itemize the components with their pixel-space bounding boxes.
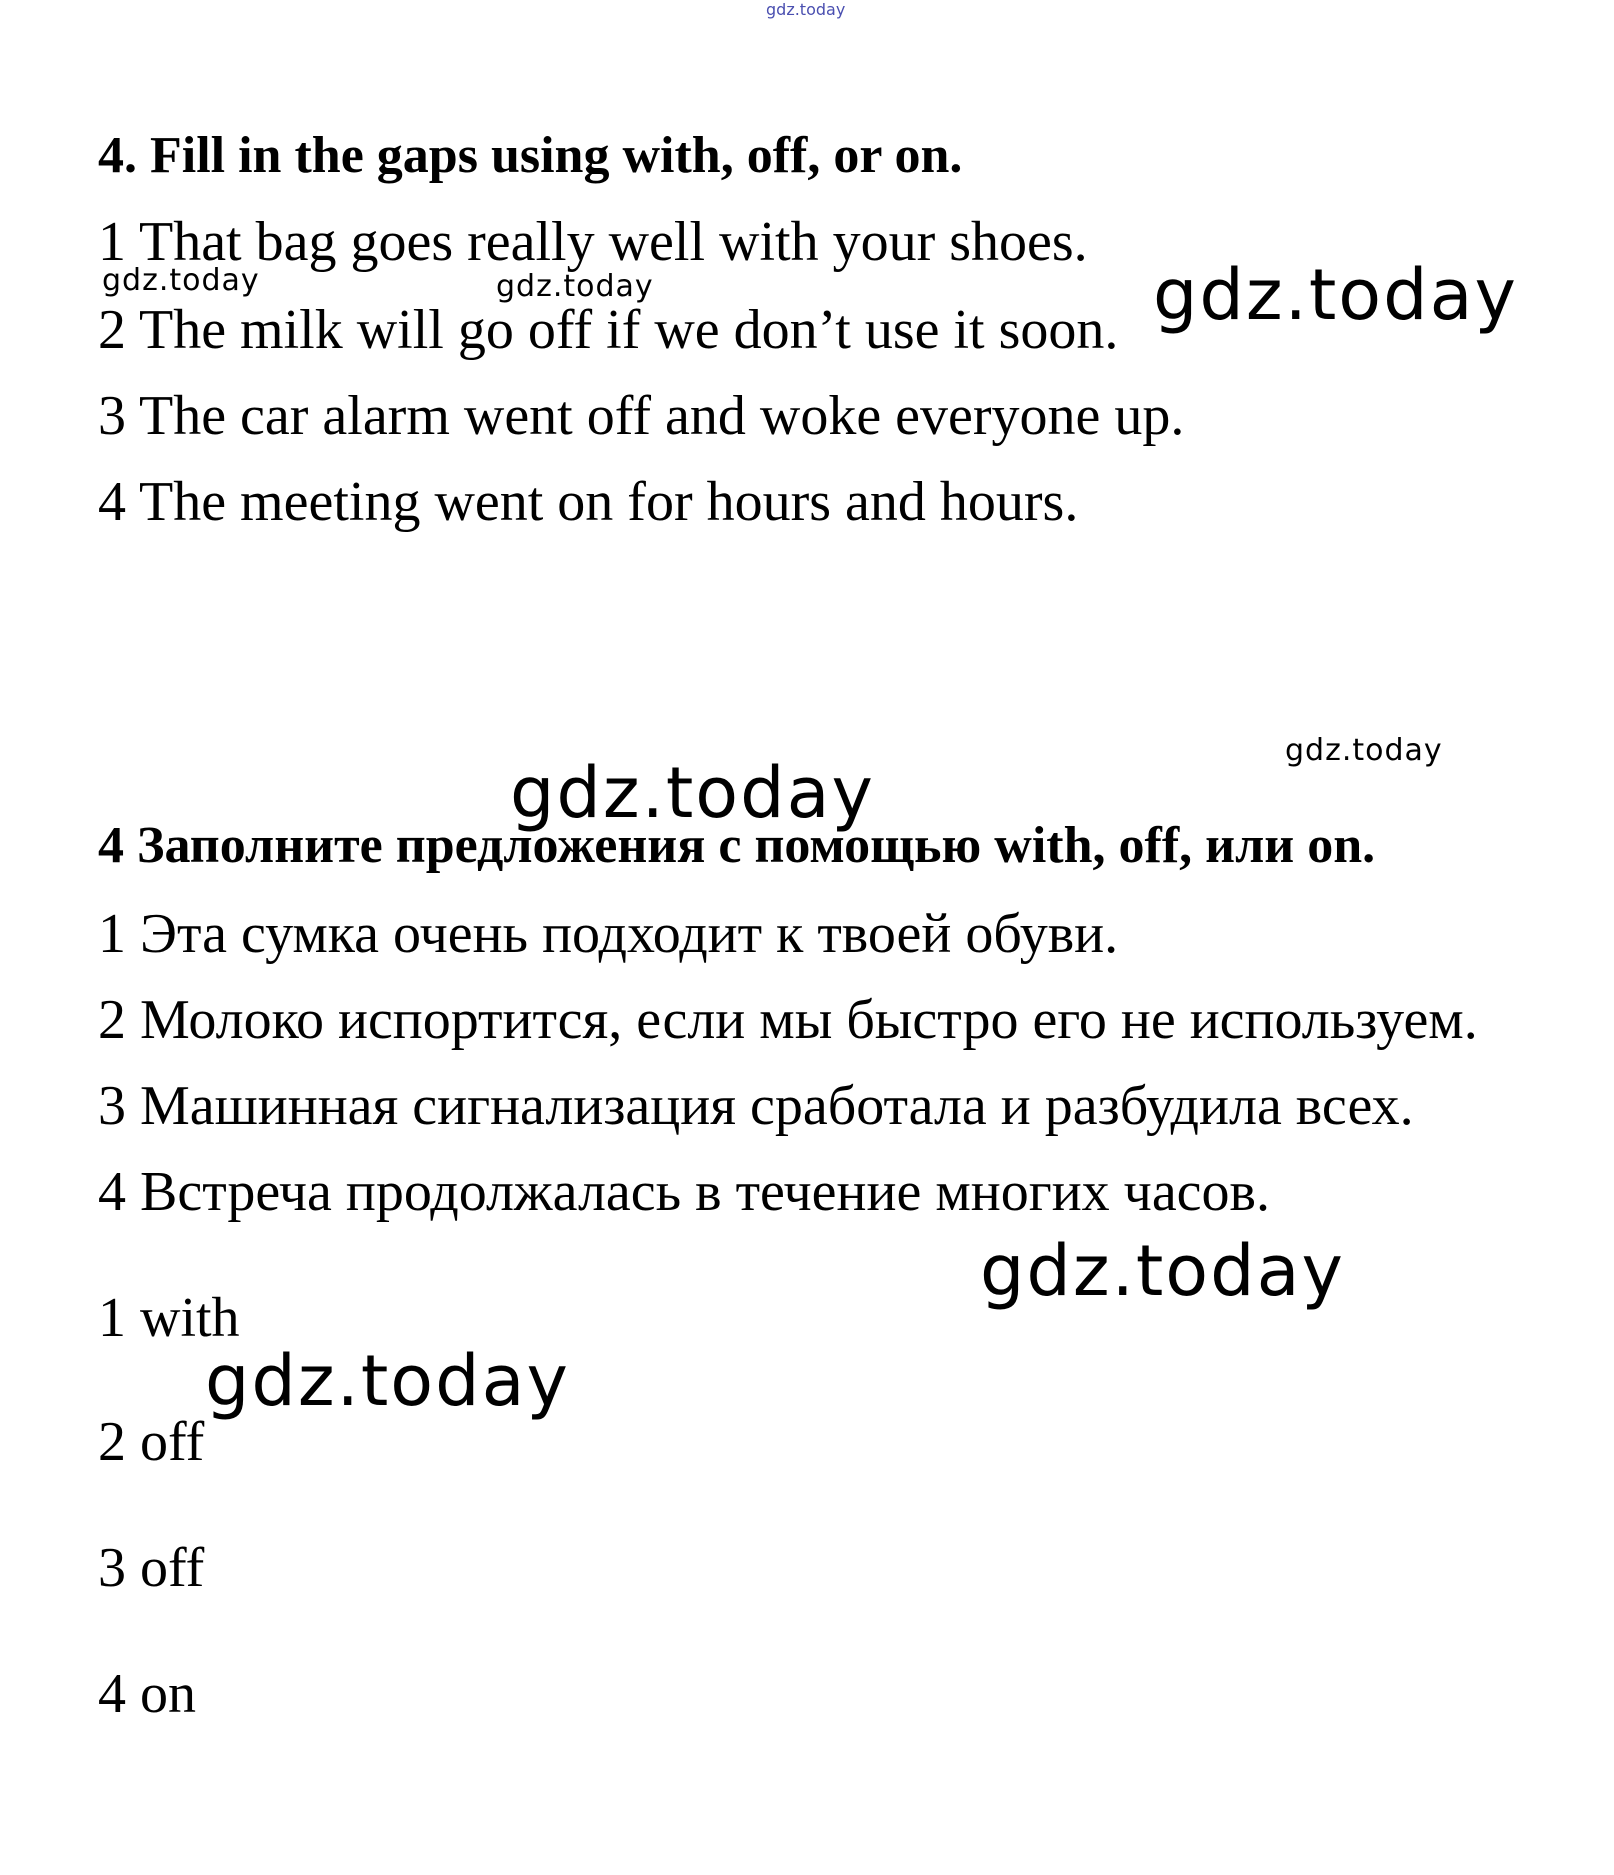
sentence-en-1: 1 That bag goes really well with your shoes. — [98, 211, 1088, 273]
watermark-text: gdz.today — [766, 0, 846, 19]
sentence-en-2: 2 The milk will go off if we don’t use it soon. — [98, 299, 1119, 361]
task-title-en: 4. Fill in the gaps using with, off, or on. — [98, 127, 963, 184]
sentence-ru-4: 4 Встреча продолжалась в течение многих часов. — [98, 1161, 1270, 1223]
answer-3: 3 off — [98, 1537, 205, 1599]
task-title-ru: 4 Заполните предложения с помощью with, off, или on. — [98, 817, 1376, 874]
sentence-ru-1: 1 Эта сумка очень подходит к твоей обуви. — [98, 903, 1119, 965]
answer-2: 2 off — [98, 1411, 205, 1473]
watermark-text: gdz.today — [205, 1340, 570, 1422]
watermark-text: gdz.today — [496, 269, 654, 304]
answer-4: 4 on — [98, 1663, 196, 1725]
answer-1: 1 with — [98, 1287, 240, 1349]
watermark-text: gdz.today — [510, 752, 875, 834]
watermark-text: gdz.today — [1285, 733, 1443, 768]
watermark-text: gdz.today — [1153, 254, 1518, 336]
watermark-text: gdz.today — [980, 1230, 1345, 1312]
sentence-ru-2: 2 Молоко испортится, если мы быстро его не используем. — [98, 989, 1478, 1051]
watermark-text: gdz.today — [102, 263, 260, 298]
sentence-en-3: 3 The car alarm went off and woke everyone up. — [98, 385, 1185, 447]
sentence-en-4: 4 The meeting went on for hours and hours. — [98, 471, 1079, 533]
sentence-ru-3: 3 Машинная сигнализация сработала и разбудила всех. — [98, 1075, 1414, 1137]
